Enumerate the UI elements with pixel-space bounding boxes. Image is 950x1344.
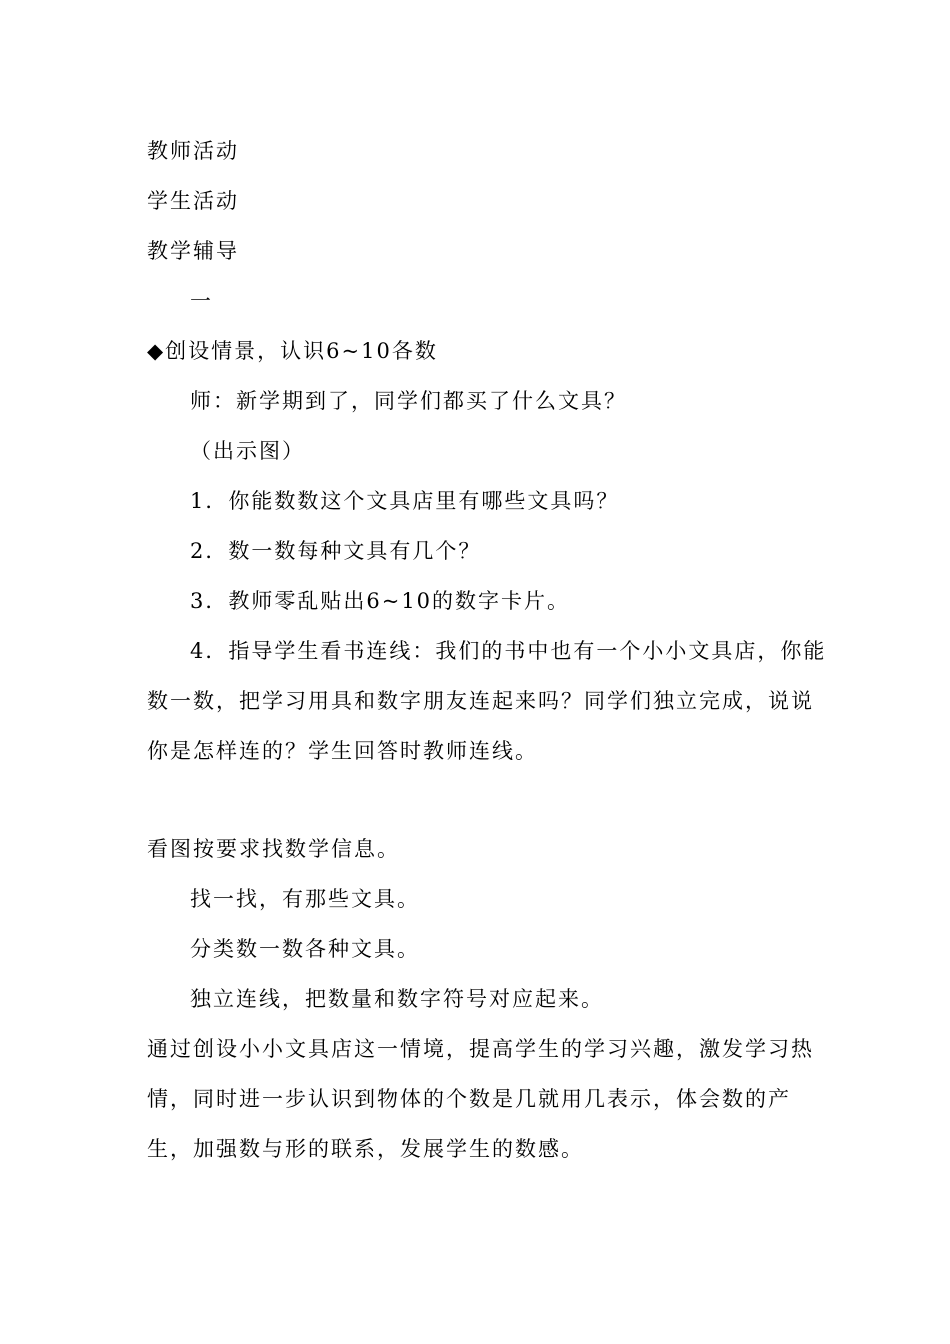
question-3: 3．教师零乱贴出6~10的数字卡片。 <box>190 589 571 613</box>
guidance-line-2: 情，同时进一步认识到物体的个数是几就用几表示，体会数的产 <box>147 1087 791 1111</box>
column-header-teacher-activity: 教师活动 <box>147 139 239 163</box>
student-heading: 看图按要求找数学信息。 <box>147 837 400 861</box>
student-item-1: 找一找，有那些文具。 <box>190 887 420 911</box>
question-4-line-2: 数一数，把学习用具和数字朋友连起来吗？同学们独立完成，说说 <box>147 689 814 713</box>
column-header-teaching-guidance: 教学辅导 <box>147 239 239 263</box>
section-number: 一 <box>190 289 213 313</box>
guidance-line-1: 通过创设小小文具店这一情境，提高学生的学习兴趣，激发学习热 <box>147 1037 814 1061</box>
student-item-2: 分类数一数各种文具。 <box>190 937 420 961</box>
student-item-3: 独立连线，把数量和数字符号对应起来。 <box>190 987 604 1011</box>
teacher-intro: 师：新学期到了，同学们都买了什么文具？ <box>190 389 627 413</box>
guidance-line-3: 生，加强数与形的联系，发展学生的数感。 <box>147 1137 584 1161</box>
question-2: 2．数一数每种文具有几个？ <box>190 539 482 563</box>
column-header-student-activity: 学生活动 <box>147 189 239 213</box>
show-picture-note: （出示图） <box>190 439 305 463</box>
question-1: 1．你能数数这个文具店里有哪些文具吗？ <box>190 489 620 513</box>
section-title: ◆创设情景，认识6~10各数 <box>147 339 438 363</box>
question-4-line-3: 你是怎样连的？学生回答时教师连线。 <box>147 739 538 763</box>
question-4-line-1: 4．指导学生看书连线：我们的书中也有一个小小文具店，你能 <box>190 639 827 663</box>
